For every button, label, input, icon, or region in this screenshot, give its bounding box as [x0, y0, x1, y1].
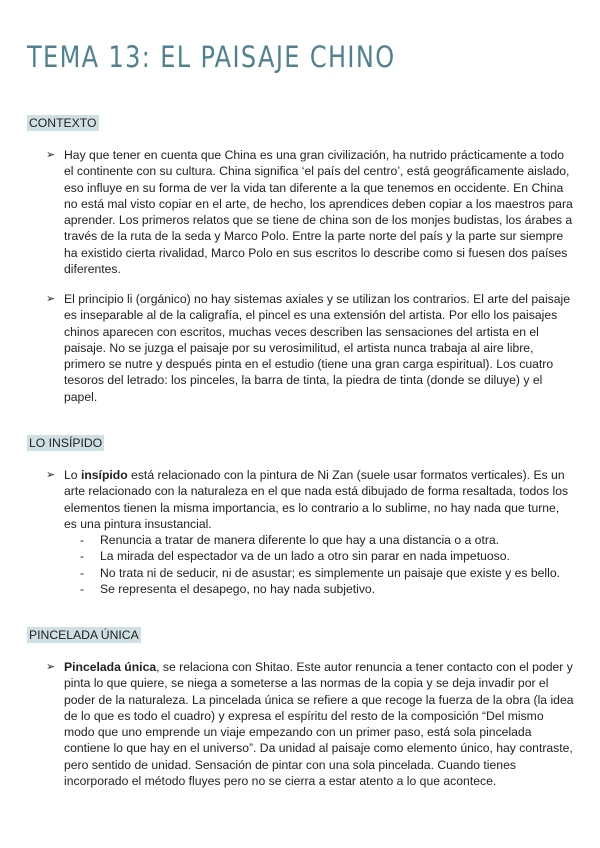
- paragraph-contexto-1: Hay que tener en cuenta que China es una gran civilización, ha nutrido prácticamente a todo el continente con su cultura. China significa ‘el país del centro’, está geográficamente aislado, eso influye en su forma de ver la vida tan diferente a la que tenemos en occidente. En China no está mal visto copiar en el arte, de hecho, los aprendices deben copiar a los maestros para aprender. Los primeros relatos que se tiene de china son de los monjes budistas, los árabes a través de la ruta de la seda y Marco Polo. Entre la parte norte del país y la parte sur siempre ha existido cierta rivalidad, Marco Polo en sus escritos lo describe como si fuesen dos países diferentes.: [64, 148, 573, 277]
- bullet-arrow-icon: ➢: [46, 661, 56, 673]
- dash-marker: -: [80, 533, 85, 547]
- bullet-arrow-icon: ➢: [46, 293, 56, 305]
- bullet-arrow-icon: ➢: [46, 149, 56, 161]
- section-heading-insipido: LO INSÍPIDO: [29, 436, 103, 450]
- bullet-pincelada-1: [46, 659, 574, 789]
- paragraph-contexto-2: El principio li (orgánico) no hay sistemas axiales y se utilizan los contrarios. El arte del paisaje es inseparable al de la caligrafía, el pincel es una extensión del artista. Por ello los paisajes chinos aparecen con escritos, muchas veces describen las sensaciones del artista en el paisaje. No se juzga el paisaje por su verosimilitud, el artista nunca trabaja al aire libre, primero se nutre y después pinta en el estudio (tiene una gran carga espiritual). Los cuatro tesoros del letrado: los pinceles, la barra de tinta, la piedra de tinta (donde se diluye) y el papel.: [64, 292, 571, 404]
- dash-marker: -: [80, 549, 85, 563]
- bold-term-pincelada: Pincelada única: [64, 660, 157, 674]
- paragraph-pincelada-1: Pincelada única, se relaciona con Shitao. Este autor renuncia a tener contacto con el poder y pinta lo que quiere, se niega a someterse a las normas de la copia y se deja invadir por el poder de la naturaleza. La pincelada única se refiere a que recoge la fuerza de la obra (la idea de lo que es todo el cuadro) y expresa el espíritu del resto de la composición “Del mismo modo que uno emprende un viaje empezando con un primer paso, está sola pincelada contiene lo que hay en el universo”. Da unidad al paisaje como elemento único, hay contraste, pero sentido de unidad. Sensación de pintar con una sola pincelada. Cuando tienes incorporado el método fluyes pero no se cierra a estar atento a lo que acontece.: [64, 660, 574, 789]
- bullet-contexto-1: [46, 147, 574, 277]
- list-item-insipido-3: - No trata ni de seducir, ni de asustar; es simplemente un paisaje que existe y es bello.: [80, 566, 560, 580]
- bullet-arrow-icon: ➢: [46, 469, 56, 481]
- page-title: TEMA 13: EL PAISAJE CHINO: [27, 40, 396, 74]
- dash-marker: -: [80, 566, 85, 580]
- dash-marker: -: [80, 582, 85, 596]
- bullet-insipido-1: [46, 467, 574, 532]
- list-item-insipido-2: - La mirada del espectador va de un lado a otro sin parar en nada impetuoso.: [80, 549, 510, 563]
- section-heading-pincelada: PINCELADA ÚNICA: [29, 628, 139, 642]
- bullet-contexto-2: [46, 291, 574, 405]
- section-heading-contexto: CONTEXTO: [29, 116, 97, 130]
- list-item-insipido-1: - Renuncia a tratar de manera diferente lo que hay a una distancia o a otra.: [80, 533, 500, 547]
- paragraph-insipido-1: Lo insípido está relacionado con la pintura de Ni Zan (suele usar formatos verticales). Es un arte relacionado con la naturaleza en el que nada está dibujado de forma resaltada, todos los elementos tienen la misma importancia, es lo contrario a lo sublime, no hay nada que turne, es una pintura insustancial.: [64, 468, 569, 531]
- list-item-insipido-4: - Se representa el desapego, no hay nada subjetivo.: [80, 582, 376, 596]
- bold-term-insipido: insípido: [80, 468, 128, 482]
